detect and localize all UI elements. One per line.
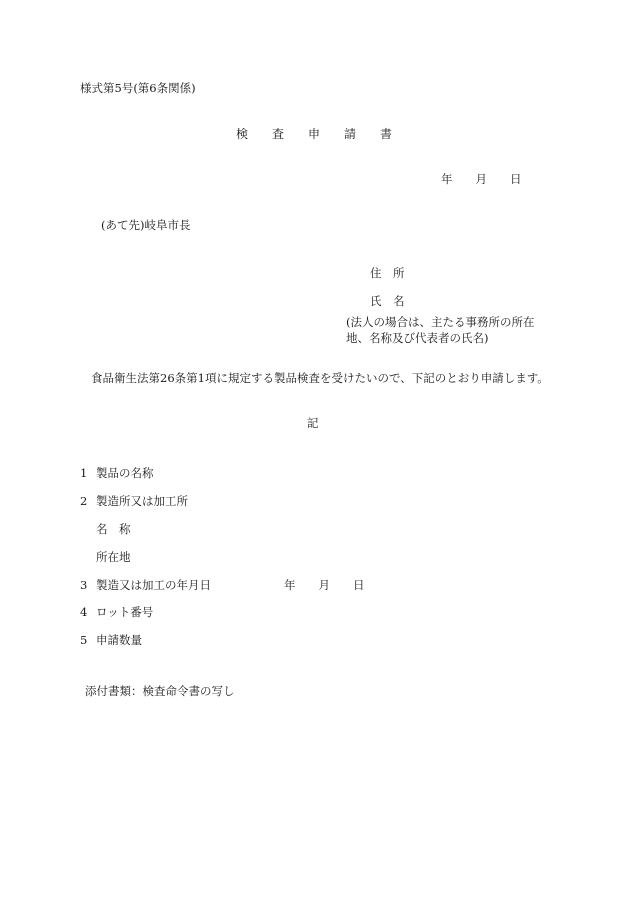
application-date: 年 月 日 [441,172,522,186]
document-title: 検 査 申 請 書 [236,127,393,141]
ki-heading: 記 [307,416,319,430]
item-manufacture-date [80,578,211,594]
body-text: 食品衛生法第26条第1項に規定する製品検査を受けたいので、下記のとおり申請します。 [91,371,549,385]
item-number: 1 [80,466,88,480]
item-label: ロット番号 [96,605,154,619]
item-manufacturing-site [80,494,188,510]
sub-item-location: 所在地 [96,550,131,564]
item-label: 製造所又は加工所 [96,494,188,508]
item-label: 製品の名称 [96,466,154,480]
item-product-name [80,466,154,482]
item-label: 製造又は加工の年月日 [96,578,211,592]
item-lot-number [80,605,153,621]
item-quantity [80,633,142,649]
form-number: 様式第5号(第6条関係) [80,81,196,95]
addressee: (あて先)岐阜市長 [101,218,191,232]
item-number: 2 [80,494,88,508]
item-number: 3 [80,578,88,592]
applicant-note: (法人の場合は、主たる事務所の所在地、名称及び代表者の氏名) [346,315,535,345]
applicant-name-label: 氏 名 [370,294,405,308]
sub-item-name: 名 称 [96,522,131,536]
manufacture-date-value: 年 月 日 [284,578,365,592]
item-number: 4 [80,605,88,619]
applicant-address-label: 住 所 [370,266,405,280]
item-label: 申請数量 [96,633,142,647]
attachment-note: 添付書類：検査命令書の写し [85,684,235,698]
item-number: 5 [80,633,88,647]
